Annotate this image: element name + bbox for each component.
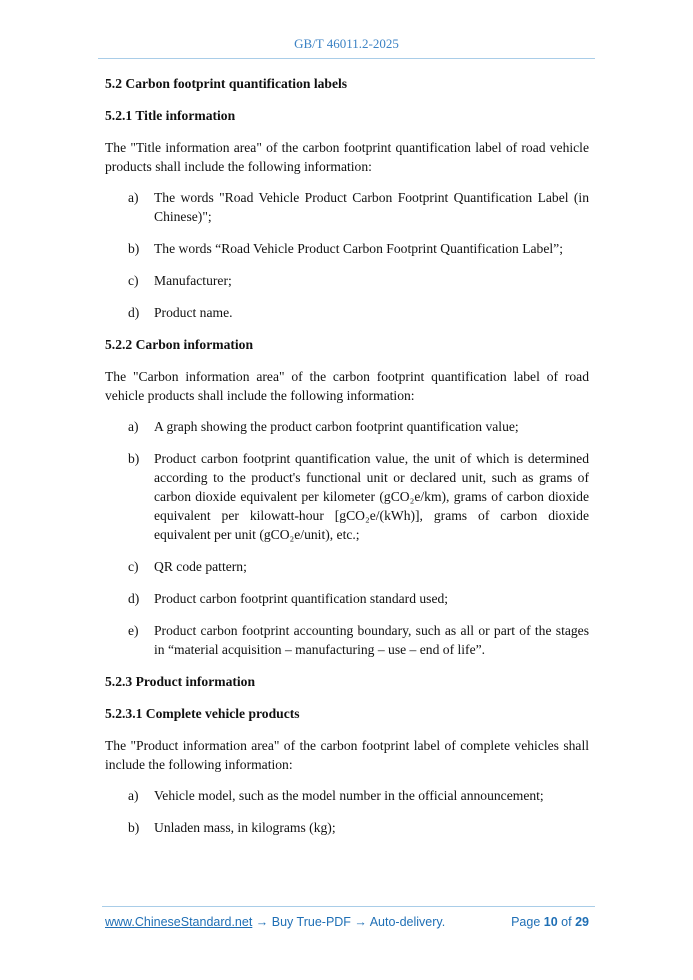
list-item: [105, 188, 589, 226]
list-item: [105, 303, 589, 322]
carbon-info-list: [105, 417, 589, 659]
list-item: [105, 417, 589, 436]
paragraph-carbon-info-intro: The "Carbon information area" of the carbon footprint quantification label of road vehicle products shall include the following information:: [105, 369, 589, 403]
list-item-text: Manufacturer;: [154, 273, 232, 288]
list-item-text: QR code pattern;: [154, 559, 247, 574]
section-heading-5-2: 5.2 Carbon footprint quantification labels: [105, 76, 348, 91]
section-heading-5-2-3: 5.2.3 Product information: [105, 674, 256, 689]
list-marker: c): [128, 273, 139, 288]
list-marker: b): [128, 241, 140, 256]
footer-promo: [105, 915, 445, 929]
header-divider: [98, 58, 595, 59]
page-footer: [105, 915, 589, 929]
section-heading-5-2-2: 5.2.2 Carbon information: [105, 337, 254, 352]
list-item-text: Product carbon footprint accounting boundary, such as all or part of the stages in “material acquisition – manufacturing – use – end of life”.: [154, 623, 589, 657]
total-page-count: 29: [575, 915, 589, 929]
list-marker: b): [128, 820, 140, 835]
product-info-list: [105, 786, 589, 837]
list-item-text: Vehicle model, such as the model number in the official announcement;: [154, 788, 544, 803]
list-marker: c): [128, 559, 139, 574]
list-item-text: Product name.: [154, 305, 233, 320]
list-item: [105, 818, 589, 837]
list-item-text: A graph showing the product carbon footprint quantification value;: [154, 419, 519, 434]
list-item: [105, 786, 589, 805]
list-item: [105, 557, 589, 576]
page-content: [105, 74, 589, 837]
list-item-text: Product carbon footprint quantification standard used;: [154, 591, 449, 606]
list-marker: e): [128, 623, 139, 638]
footer-tagline: → Buy True-PDF → Auto-delivery.: [252, 915, 446, 929]
list-item-text: The words “Road Vehicle Product Carbon Footprint Quantification Label”;: [154, 241, 563, 256]
list-marker: a): [128, 419, 139, 434]
list-item-text: The words "Road Vehicle Product Carbon Footprint Quantification Label (in Chinese)";: [154, 190, 589, 224]
list-item-text: Product carbon footprint quantification value, the unit of which is determined according to the product's functional unit or declared unit, such as grams of carbon dioxide equivalent per kilometer (gCO₂e/km), grams of carbon dioxide equivalent per kilowatt-hour [gCO₂e/(kWh)], grams of carbon dioxide equivalent per unit (gCO₂e/unit), etc.;: [154, 451, 589, 542]
list-item-text: Unladen mass, in kilograms (kg);: [154, 820, 336, 835]
list-item: [105, 589, 589, 608]
list-item: [105, 449, 589, 544]
section-heading-5-2-1: 5.2.1 Title information: [105, 108, 236, 123]
list-item: [105, 621, 589, 659]
list-marker: d): [128, 305, 140, 320]
list-marker: a): [128, 190, 139, 205]
section-heading-5-2-3-1: 5.2.3.1 Complete vehicle products: [105, 706, 300, 721]
website-link[interactable]: www.ChineseStandard.net: [105, 915, 253, 929]
paragraph-product-info-intro: The "Product information area" of the carbon footprint label of complete vehicles shall include the following information:: [105, 738, 589, 772]
list-marker: a): [128, 788, 139, 803]
list-marker: d): [128, 591, 140, 606]
current-page-number: 10: [543, 915, 558, 929]
of-label: of: [561, 915, 572, 929]
page-label: Page: [511, 915, 541, 929]
paragraph-title-info-intro: The "Title information area" of the carbon footprint quantification label of road vehicle products shall include the following information:: [105, 140, 589, 174]
list-item: [105, 271, 589, 290]
list-item: [105, 239, 589, 258]
page-indicator: [511, 915, 589, 929]
footer-divider: [102, 906, 595, 907]
document-id-header: GB/T 46011.2-2025: [294, 36, 399, 51]
list-marker: b): [128, 451, 140, 466]
title-info-list: [105, 188, 589, 322]
